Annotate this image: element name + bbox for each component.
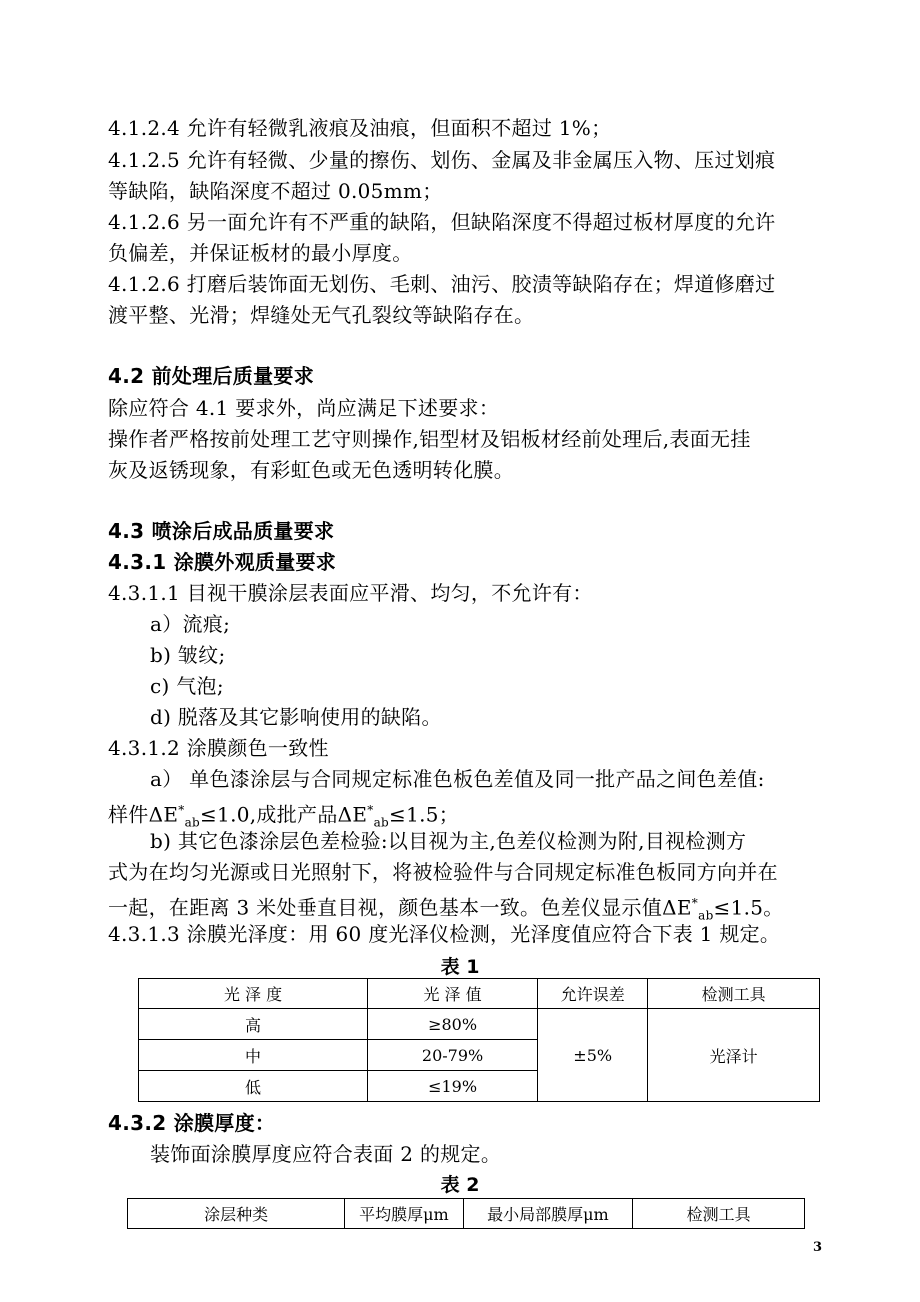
clause-4-1-2-4: 4.1.2.4 允许有轻微乳液痕及油痕，但面积不超过 1%； <box>108 116 612 140</box>
gloss-table <box>138 978 820 1102</box>
thickness-table <box>127 1198 805 1229</box>
table-cell: 中 <box>139 1040 368 1071</box>
section-4-2-line2: 操作者严格按前处理工艺守则操作,铝型材及铝板材经前处理后,表面无挂 <box>108 427 751 451</box>
clause-4-3-1-1: 4.3.1.1 目视干膜涂层表面应平滑、均匀，不允许有： <box>108 581 593 605</box>
table-cell: 低 <box>139 1071 368 1102</box>
tolerance-cell: ±5% <box>538 1009 648 1102</box>
table-header: 平均膜厚μm <box>345 1199 463 1229</box>
table-header: 涂层种类 <box>128 1199 345 1229</box>
clause-4-1-2-5-line2: 等缺陷，缺陷深度不超过 0.05mm； <box>108 179 443 203</box>
table-header: 允许误差 <box>538 979 648 1009</box>
list-item: b) 皱纹; <box>150 643 226 667</box>
clause-4-3-1-2-a-line1: a） 单色漆涂层与合同规定标准色板色差值及同一批产品之间色差值: <box>150 767 765 791</box>
table-header: 检测工具 <box>633 1199 805 1229</box>
clause-4-1-2-6b-line2: 渡平整、光滑；焊缝处无气孔裂纹等缺陷存在。 <box>108 303 535 327</box>
tool-cell: 光泽计 <box>648 1009 820 1102</box>
heading-4-3-2: 4.3.2 涂膜厚度： <box>108 1111 276 1135</box>
table-cell: ≤19% <box>368 1071 538 1102</box>
clause-4-3-1-2-b-line3: 一起，在距离 3 米处垂直目视，颜色基本一致。色差仪显示值$\Delta E^*_{ab}\le 1.5$。 <box>108 895 784 923</box>
section-4-2-line3: 灰及返锈现象，有彩虹色或无色透明转化膜。 <box>108 458 514 482</box>
list-item: c) 气泡; <box>150 674 224 698</box>
list-item: d) 脱落及其它影响使用的缺陷。 <box>150 705 442 729</box>
clause-4-3-1-3: 4.3.1.3 涂膜光泽度：用 60 度光泽仪检测，光泽度值应符合下表 1 规定。 <box>108 922 781 946</box>
list-item: a）流痕; <box>150 612 231 636</box>
clause-4-1-2-6b-line1: 4.1.2.6 打磨后装饰面无划伤、毛刺、油污、胶渍等缺陷存在；焊道修磨过 <box>108 272 776 296</box>
clause-4-3-1-2-b-line2: 式为在均匀光源或日光照射下，将被检验件与合同规定标准色板同方向并在 <box>108 860 778 884</box>
clause-4-1-2-6-line1: 4.1.2.6 另一面允许有不严重的缺陷，但缺陷深度不得超过板材厚度的允许 <box>108 210 776 234</box>
table-cell: 高 <box>139 1009 368 1040</box>
table-header: 光 泽 值 <box>368 979 538 1009</box>
section-4-3-2-line1: 装饰面涂膜厚度应符合表面 2 的规定。 <box>150 1142 502 1166</box>
table-cell: 20-79% <box>368 1040 538 1071</box>
table-cell: ≥80% <box>368 1009 538 1040</box>
clause-4-3-1-2-a-line2: 样件$\Delta E^*_{ab}\le 1.0$,成批产品$\Delta E^*_{ab}\le 1.5$； <box>108 802 460 830</box>
clause-4-1-2-6-line2: 负偏差，并保证板材的最小厚度。 <box>108 241 413 265</box>
clause-4-3-1-2: 4.3.1.2 涂膜颜色一致性 <box>108 736 329 760</box>
table-header: 最小局部膜厚μm <box>463 1199 633 1229</box>
clause-4-3-1-2-b-line1: b) 其它色漆涂层色差检验:以目视为主,色差仪检测为附,目视检测方 <box>150 829 747 853</box>
clause-4-1-2-5-line1: 4.1.2.5 允许有轻微、少量的擦伤、划伤、金属及非金属压入物、压过划痕 <box>108 148 776 172</box>
heading-4-3-1: 4.3.1 涂膜外观质量要求 <box>108 550 337 574</box>
heading-4-2: 4.2 前处理后质量要求 <box>108 364 314 388</box>
table1-caption: 表 1 <box>440 956 480 978</box>
heading-4-3: 4.3 喷涂后成品质量要求 <box>108 519 335 543</box>
table2-caption: 表 2 <box>440 1174 480 1196</box>
section-4-2-line1: 除应符合 4.1 要求外，尚应满足下述要求： <box>108 396 500 420</box>
table-header: 检测工具 <box>648 979 820 1009</box>
page-number: 3 <box>812 1240 822 1255</box>
table-header: 光 泽 度 <box>139 979 368 1009</box>
